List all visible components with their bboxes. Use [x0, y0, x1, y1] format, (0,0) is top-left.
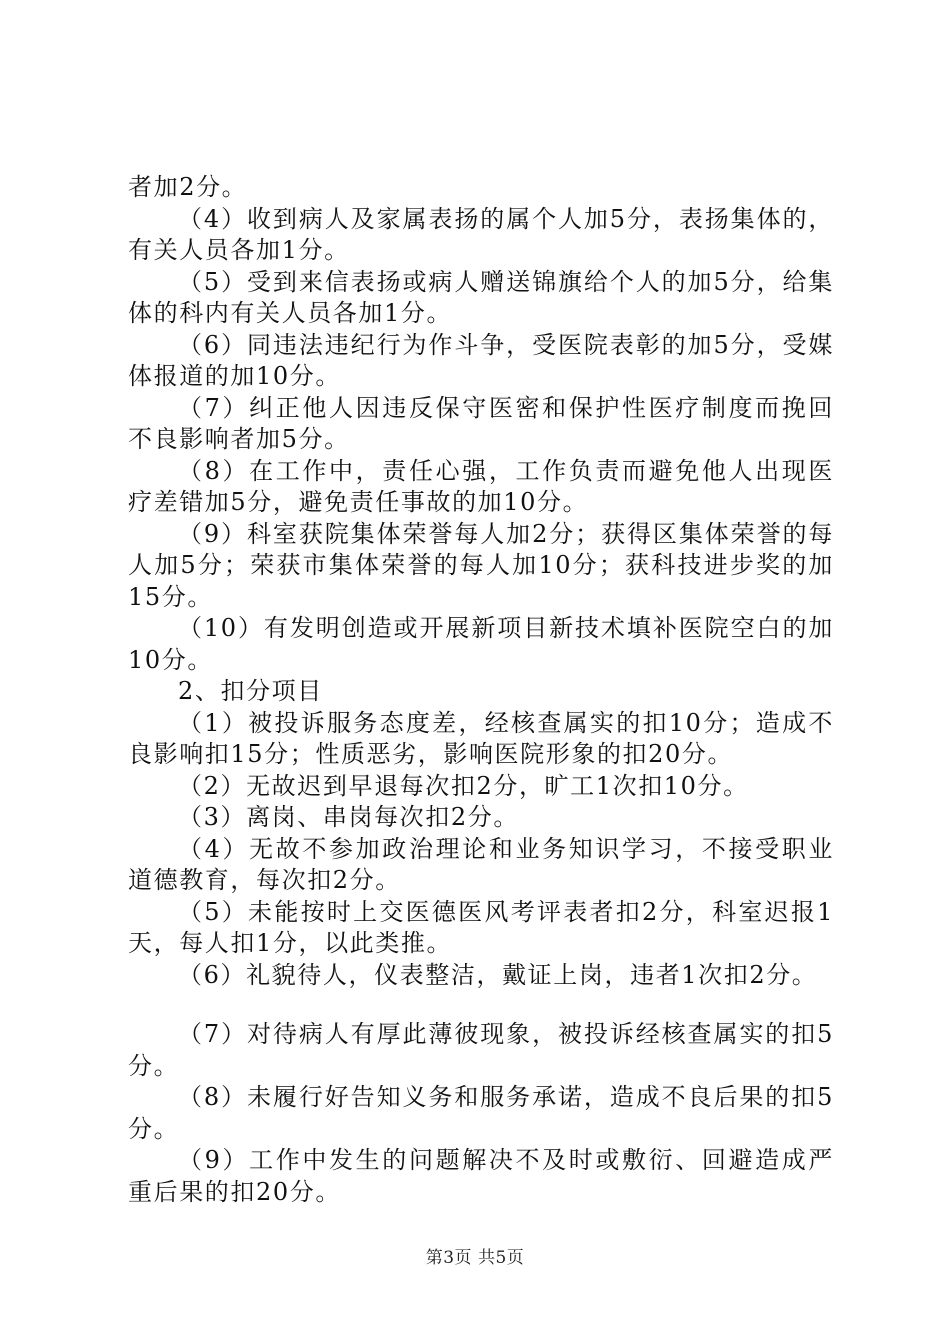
paragraph-bonus-item-9: （9）科室获院集体荣誉每人加2分；获得区集体荣誉的每人加5分；荣获市集体荣誉的每人加10分；获科技进步奖的加15分。: [128, 519, 834, 611]
paragraph-bonus-item-7: （7）纠正他人因违反保守医密和保护性医疗制度而挽回不良影响者加5分。: [128, 393, 834, 453]
paragraph-deduction-item-6: （6）礼貌待人，仪表整洁，戴证上岗，违者1次扣2分。: [178, 960, 818, 989]
paragraph-deduction-item-5: （5）未能按时上交医德医风考评表者扣2分，科室迟报1天，每人扣1分，以此类推。: [128, 897, 834, 957]
paragraph-bonus-item-8: （8）在工作中，责任心强，工作负责而避免他人出现医疗差错加5分，避免责任事故的加10分。: [128, 456, 834, 516]
page-number-label: 第3页 共5页: [425, 1248, 525, 1268]
document-body: [128, 172, 834, 1208]
paragraph-deduction-item-4: （4）无故不参加政治理论和业务知识学习，不接受职业道德教育，每次扣2分。: [128, 834, 834, 894]
page-footer: [0, 1243, 950, 1268]
paragraph-deduction-item-2: （2）无故迟到早退每次扣2分，旷工1次扣10分。: [178, 771, 749, 800]
paragraph-continuation: 者加2分。: [128, 173, 248, 201]
paragraph-bonus-item-10: （10）有发明创造或开展新项目新技术填补医院空白的加10分。: [128, 614, 834, 674]
paragraph-deduction-item-7: （7）对待病人有厚此薄彼现象，被投诉经核查属实的扣5分。: [128, 1020, 834, 1080]
paragraph-spacer: [128, 991, 834, 1019]
paragraph-deduction-item-3: （3）离岗、串岗每次扣2分。: [178, 803, 519, 831]
paragraph-deduction-item-9: （9）工作中发生的问题解决不及时或敷衍、回避造成严重后果的扣20分。: [128, 1146, 834, 1206]
paragraph-deduction-item-8: （8）未履行好告知义务和服务承诺，造成不良后果的扣5分。: [128, 1083, 834, 1143]
paragraph-bonus-item-6: （6）同违法违纪行为作斗争，受医院表彰的加5分，受媒体报道的加10分。: [128, 330, 834, 390]
paragraph-deduction-item-1: （1）被投诉服务态度差，经核查属实的扣10分；造成不良影响扣15分；性质恶劣，影响医院形象的扣20分。: [128, 708, 834, 768]
paragraph-bonus-item-5: （5）受到来信表扬或病人赠送锦旗给个人的加5分，给集体的科内有关人员各加1分。: [128, 267, 834, 327]
section-heading-deductions: 2、扣分项目: [178, 677, 323, 705]
paragraph-bonus-item-4: （4）收到病人及家属表扬的属个人加5分，表扬集体的，有关人员各加1分。: [128, 204, 834, 264]
